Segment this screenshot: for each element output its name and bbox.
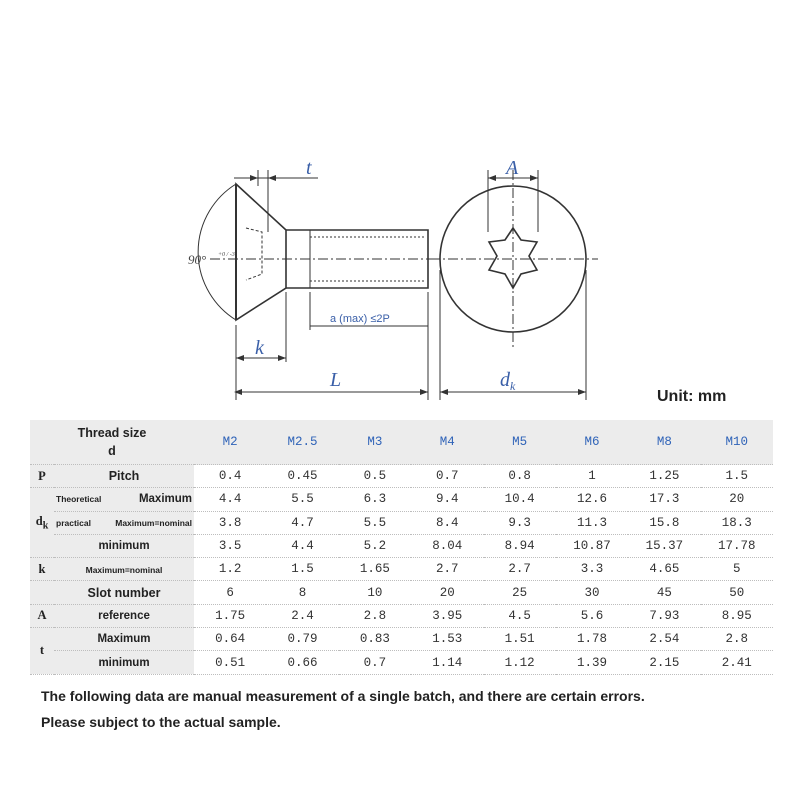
- slot-number-value: 25: [484, 581, 556, 604]
- dim-dk-label: $d_k$: [500, 369, 516, 393]
- slot-number-row: [30, 581, 773, 604]
- pitch-value: 1.25: [628, 465, 700, 488]
- t-min-value: 0.7: [339, 651, 411, 674]
- pitch-value: 0.4: [194, 465, 266, 488]
- header-row: [30, 420, 773, 465]
- angle-tolerance: +0 / -3: [218, 252, 235, 258]
- slot-number-value: 30: [556, 581, 628, 604]
- t-max-value: 0.79: [266, 628, 338, 651]
- sample-note: Please subject to the actual sample.: [41, 714, 281, 730]
- t-max-value: 0.83: [339, 628, 411, 651]
- dk-practical-max-value: 4.7: [266, 511, 338, 534]
- t-max-value: 1.78: [556, 628, 628, 651]
- specs-table: [30, 420, 773, 675]
- dk-theoretical-value: 10.4: [484, 488, 556, 511]
- k-max-value: 1.65: [339, 558, 411, 581]
- pitch-label: Pitch: [54, 465, 194, 488]
- dim-t-label: t: [306, 157, 312, 179]
- dk-practical-min-value: 4.4: [266, 534, 338, 557]
- symbol-dk: $d_k$: [30, 488, 54, 558]
- t-max-value: 1.53: [411, 628, 483, 651]
- t-min-value: 1.14: [411, 651, 483, 674]
- A-reference-value: 1.75: [194, 604, 266, 627]
- A-reference-value: 7.93: [628, 604, 700, 627]
- screw-side-view: [210, 184, 436, 320]
- A-reference-value: 5.6: [556, 604, 628, 627]
- dim-A-label: A: [506, 157, 519, 179]
- slot-number-value: 10: [339, 581, 411, 604]
- size-M8: M8: [628, 420, 700, 465]
- dk-practical-min-value: 8.04: [411, 534, 483, 557]
- k-max-value: 4.65: [628, 558, 700, 581]
- A-reference-value: 4.5: [484, 604, 556, 627]
- dk-practical-min-value: 10.87: [556, 534, 628, 557]
- dk-practical-min-value: 15.37: [628, 534, 700, 557]
- A-reference-value: 8.95: [701, 604, 773, 627]
- t-min-row: [30, 651, 773, 674]
- slot-number-value: 50: [701, 581, 773, 604]
- size-M2: M2: [194, 420, 266, 465]
- slot-number-value: 45: [628, 581, 700, 604]
- dk-theoretical-value: 5.5: [266, 488, 338, 511]
- t-max-value: 1.51: [484, 628, 556, 651]
- size-M10: M10: [701, 420, 773, 465]
- pitch-value: 0.7: [411, 465, 483, 488]
- dk-practical-max-value: 8.4: [411, 511, 483, 534]
- dk-theoretical-value: 9.4: [411, 488, 483, 511]
- screw-top-view: [430, 170, 598, 348]
- dim-k-label: k: [255, 337, 264, 359]
- size-M3: M3: [339, 420, 411, 465]
- pitch-value: 0.8: [484, 465, 556, 488]
- symbol-A: A: [30, 604, 54, 627]
- dk-practical-max-row: [30, 511, 773, 534]
- size-M6: M6: [556, 420, 628, 465]
- pitch-value: 0.45: [266, 465, 338, 488]
- pitch-value: 1.5: [701, 465, 773, 488]
- A-reference-value: 2.8: [339, 604, 411, 627]
- dk-practical-max-value: 5.5: [339, 511, 411, 534]
- maximum-label: Maximum: [138, 493, 192, 506]
- t-min-value: 0.66: [266, 651, 338, 674]
- dk-theoretical-max-row: [30, 488, 773, 511]
- size-M4: M4: [411, 420, 483, 465]
- angle-label: 90°: [188, 252, 207, 267]
- t-maximum-label: Maximum: [54, 628, 194, 651]
- dk-practical-max-value: 3.8: [194, 511, 266, 534]
- k-max-value: 2.7: [411, 558, 483, 581]
- slot-number-value: 6: [194, 581, 266, 604]
- theoretical-label: Theoretical: [56, 494, 102, 505]
- a-max-note: a (max) ≤2P: [330, 313, 390, 325]
- dk-practical-max-value: 11.3: [556, 511, 628, 534]
- dk-practical-min-value: 17.78: [701, 534, 773, 557]
- symbol-k: k: [30, 558, 54, 581]
- measurement-note: The following data are manual measurement of a single batch, and there are certain errors.: [41, 688, 645, 704]
- k-max-value: 1.5: [266, 558, 338, 581]
- dk-theoretical-value: 4.4: [194, 488, 266, 511]
- dk-practical-min-value: 3.5: [194, 534, 266, 557]
- slot-number-value: 8: [266, 581, 338, 604]
- A-reference-value: 2.4: [266, 604, 338, 627]
- t-min-value: 1.12: [484, 651, 556, 674]
- minimum-label: minimum: [54, 534, 194, 557]
- t-min-value: 2.15: [628, 651, 700, 674]
- d-label: d: [108, 444, 116, 458]
- dim-L-label: L: [330, 369, 342, 391]
- t-min-value: 0.51: [194, 651, 266, 674]
- practical-label: practical: [56, 517, 91, 528]
- dk-practical-min-value: 5.2: [339, 534, 411, 557]
- dk-practical-max-value: 9.3: [484, 511, 556, 534]
- maximum-nominal-label: Maximum=nominal: [115, 517, 192, 528]
- k-max-value: 2.7: [484, 558, 556, 581]
- pitch-row: [30, 465, 773, 488]
- unit-label: Unit: mm: [657, 388, 727, 405]
- t-minimum-label: minimum: [54, 651, 194, 674]
- slot-number-value: 20: [411, 581, 483, 604]
- thread-size-label: Thread size: [77, 426, 147, 440]
- dk-practical-min-row: [30, 534, 773, 557]
- k-maximum-nominal-label: Maximum=nominal: [85, 565, 163, 576]
- dk-theoretical-value: 12.6: [556, 488, 628, 511]
- size-M2.5: M2.5: [266, 420, 338, 465]
- slot-number-label: Slot number: [54, 581, 194, 604]
- pitch-value: 1: [556, 465, 628, 488]
- dk-practical-min-value: 8.94: [484, 534, 556, 557]
- k-max-value: 3.3: [556, 558, 628, 581]
- dk-theoretical-value: 20: [701, 488, 773, 511]
- k-max-value: 1.2: [194, 558, 266, 581]
- size-M5: M5: [484, 420, 556, 465]
- t-min-value: 1.39: [556, 651, 628, 674]
- t-max-value: 2.54: [628, 628, 700, 651]
- t-max-row: [30, 628, 773, 651]
- reference-label: reference: [54, 604, 194, 627]
- k-max-row: [30, 558, 773, 581]
- t-min-value: 2.41: [701, 651, 773, 674]
- A-reference-row: [30, 604, 773, 627]
- dk-practical-max-value: 15.8: [628, 511, 700, 534]
- symbol-t: t: [30, 628, 54, 675]
- k-max-value: 5: [701, 558, 773, 581]
- dk-practical-max-value: 18.3: [701, 511, 773, 534]
- A-reference-value: 3.95: [411, 604, 483, 627]
- pitch-value: 0.5: [339, 465, 411, 488]
- t-max-value: 2.8: [701, 628, 773, 651]
- dk-theoretical-value: 17.3: [628, 488, 700, 511]
- symbol-P: P: [30, 465, 54, 488]
- dk-theoretical-value: 6.3: [339, 488, 411, 511]
- t-max-value: 0.64: [194, 628, 266, 651]
